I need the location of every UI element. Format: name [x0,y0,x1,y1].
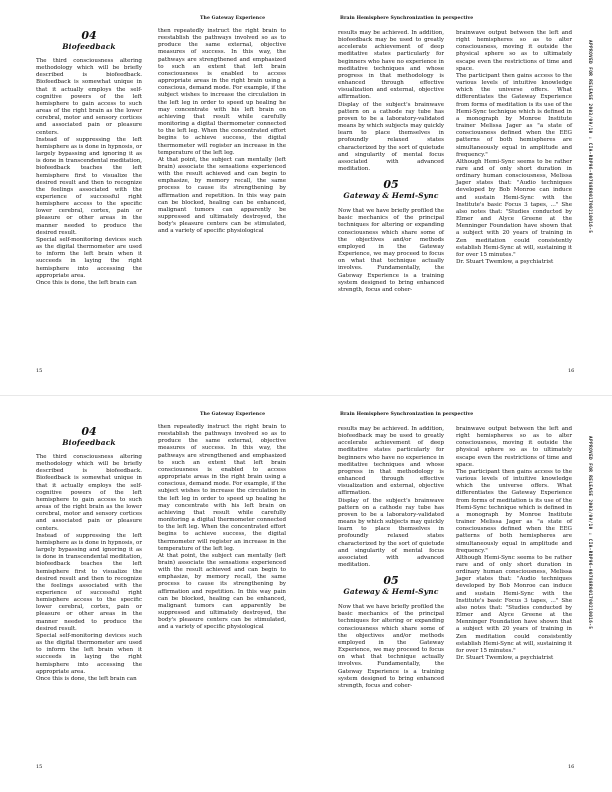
paragraph: brainwave output between the left and right hemispheres so as to alter consciousness, moving it outside the physical sphere so as to ultimately escape even the restrictions of time and space. [456,30,572,72]
paragraph: The third consciousness altering methodology which will be briefly described is biofeedback. Biofeedback is somewhat unique in that it actually employs the self-cognitive powers of the left hemisphere to gain access to such areas of the right brain as the lower cerebral, motor and sensory cortices and associated pain or pleasure centers. [36,454,142,532]
section-heading-04 [36,426,142,447]
paragraph: Now that we have briefly profiled the basic mechanics of the principal techniques for altering or expanding consciousness which share some of the objectives and/or methods employed in the Gateway Experience, we may proceed to focus on what that technique actually involves. Fundamentally, the Gateway Experience is a training system designed to bring enhanced strength, focus and coher- [338,208,444,293]
paragraph: Dr. Stuart Twemlow, a psychiatrist [456,259,554,265]
section-number: 04 [81,29,97,42]
release-stamp [586,436,594,726]
text-column-2 [158,424,286,632]
section-heading-04 [36,30,142,51]
text-column-3 [338,30,444,294]
running-head-left: The Gateway Experience [200,412,266,417]
text-column-4 [456,30,572,266]
page-number-right: 16 [568,368,575,374]
paragraph: then repeatedly instruct the right brain to reestablish the pathways involved so as to produce the same external, objective measures of success. In this way, the pathways are strengthened and emphasized to such an extent that left brain consciousness is enabled to access appropriate areas in the right brain using a conscious, demand mode. For example, if the subject wishes to increase the circulation in the left leg in order to speed up healing he may concentrate with his left brain on achieving that result while carefully monitoring a digital thermometer connected to the left leg. When the concentrated effort begins to achieve success, the digital thermometer will register an increase in the temperature of the left leg. [158,28,286,156]
release-stamp-text: APPROVED FOR RELEASE 2003/09/10 : CIA-RDP96-00788R001700210016-5 [588,436,593,630]
paragraph: The third consciousness altering methodology which will be briefly described is biofeedback. Biofeedback is somewhat unique in that it actually employs the self-cognitive powers of the left hemisphere to gain access to such areas of the right brain as the lower cerebral, motor and sensory cortices and associated pain or pleasure centers. [36,58,142,136]
paragraph: Instead of suppressing the left hemisphere as is done in hypnosis, or largely bypassing and ignoring it as is done in transcendental meditation, biofeedback teaches the left hemisphere first to visualize the desired result and then to recognize the feelings associated with the experience of successful right hemisphere access to the specific lower cerebral, cortex, pain or pleasure or other areas in the manner needed to produce the desired result. [36,136,142,236]
section-title: Biofeedback [62,42,116,51]
section-heading-05 [338,575,444,596]
release-stamp-text: APPROVED FOR RELEASE 2003/09/10 : CIA-RDP96-00788R001700210016-5 [588,40,593,234]
paragraph: results may be achieved. In addition, biofeedback may be used to greatly accelerate achievement of deep meditative states particularly for beginners who have no experience in meditative techniques and whose progress in that methodology is enhanced through effective visualization and external, objective affirmation. [338,426,444,497]
paragraph: Display of the subject's brainwave pattern on a cathode ray tube has proven to be a laboratory-validated means by which subjects may quickly learn to place themselves in profoundly relaxed states characterized by the sort of quietude and singularity of mental focus associated with advanced meditation. [338,101,444,172]
paragraph: Display of the subject's brainwave pattern on a cathode ray tube has proven to be a laboratory-validated means by which subjects may quickly learn to place themselves in profoundly relaxed states characterized by the sort of quietude and singularity of mental focus associated with advanced meditation. [338,497,444,568]
text-column-2 [158,28,286,236]
paragraph: Special self-monitoring devices such as the digital thermometer are used to inform the left brain when it succeeds in laying the right hemisphere into accessing the appropriate area. [36,632,142,675]
section-number: 05 [383,574,399,588]
page-number-left: 15 [36,764,43,770]
running-head-right: Brain Hemisphere Synchronization in perspective [340,16,474,21]
section-title: Gateway & Hemi-Sync [343,587,439,597]
running-head-left: The Gateway Experience [200,16,266,21]
paragraph: At that point, the subject can mentally (left brain) associate the sensations experienced with the result achieved and can begin to emphasize, by memory recall, the same process to cause its strengthening by affirmation and repetition. In this way pain can be blocked, healing can be enhanced, malignant tumors can apparently be suppressed and ultimately destroyed, the body's pleasure centers can be stimulated, and a variety of specific physiological [158,552,286,631]
paragraph: At that point, the subject can mentally (left brain) associate the sensations experienced with the result achieved and can begin to emphasize, by memory recall, the same process to cause its strengthening by affirmation and repetition. In this way pain can be blocked, healing can be enhanced, malignant tumors can apparently be suppressed and ultimately destroyed, the body's pleasure centers can be stimulated, and a variety of specific physiological [158,156,286,235]
paragraph: Although Hemi-Sync seems to be rather rare and of only short duration in ordinary human consciousness, Melissa Jager states that: "Audio techniques developed by Bob Monroe can induce and sustain Hemi-Sync with the Institute's basic Focus 3 tapes, ..." She also notes that: "Studies conducted by Elmer and Alyce Greene at the Menninger Foundation have shown that a subject with 20 years of training in Zen meditation could consistently establish Hemi-Sync at will, sustaining it for over 15 minutes." [456,554,572,654]
section-heading-05 [338,179,444,200]
paragraph: Special self-monitoring devices such as the digital thermometer are used to inform the left brain when it succeeds in laying the right hemisphere into accessing the appropriate area. [36,236,142,279]
text-column-1 [36,454,142,683]
section-number: 05 [383,178,399,192]
page-number-left: 15 [36,368,43,374]
paragraph: Instead of suppressing the left hemisphere as is done in hypnosis, or largely bypassing and ignoring it as is done in transcendental meditation, biofeedback teaches the left hemisphere first to visualize the desired result and then to recognize the feelings associated with the experience of successful right hemisphere access to the specific lower cerebral, cortex, pain or pleasure or other areas in the manner needed to produce the desired result. [36,532,142,632]
page-number-right: 16 [568,764,575,770]
paragraph: Once this is done, the left brain can [36,675,137,682]
release-stamp [586,40,594,330]
paragraph: Once this is done, the left brain can [36,279,137,286]
text-column-3 [338,426,444,690]
page-spread-bottom [0,396,612,792]
text-column-1 [36,58,142,287]
paragraph: The participant then gains access to the various levels of intuitive knowledge which the universe offers. What differentiates the Gateway Experience from forms of meditation is its use of the Hemi-Sync technique which is defined in a monograph by Monroe Institute trainer Melissa Jager as "a state of consciousness defined when the EEG patterns of both hemispheres are simultaneously equal in amplitude and frequency." [456,72,572,158]
paragraph: Dr. Stuart Twemlow, a psychiatrist [456,655,554,661]
section-number: 04 [81,425,97,438]
text-column-4 [456,426,572,662]
paragraph: Now that we have briefly profiled the basic mechanics of the principal techniques for altering or expanding consciousness which share some of the objectives and/or methods employed in the Gateway Experience, we may proceed to focus on what that technique actually involves. Fundamentally, the Gateway Experience is a training system designed to bring enhanced strength, focus and coher- [338,604,444,689]
paragraph: Although Hemi-Sync seems to be rather rare and of only short duration in ordinary human consciousness, Melissa Jager states that: "Audio techniques developed by Bob Monroe can induce and sustain Hemi-Sync with the Institute's basic Focus 3 tapes, ..." She also notes that: "Studies conducted by Elmer and Alyce Greene at the Menninger Foundation have shown that a subject with 20 years of training in Zen meditation could consistently establish Hemi-Sync at will, sustaining it for over 15 minutes." [456,158,572,258]
paragraph: then repeatedly instruct the right brain to reestablish the pathways involved so as to produce the same external, objective measures of success. In this way, the pathways are strengthened and emphasized to such an extent that left brain consciousness is enabled to access appropriate areas in the right brain using a conscious, demand mode. For example, if the subject wishes to increase the circulation in the left leg in order to speed up healing he may concentrate with his left brain on achieving that result while carefully monitoring a digital thermometer connected to the left leg. When the concentrated effort begins to achieve success, the digital thermometer will register an increase in the temperature of the left leg. [158,424,286,552]
paragraph: results may be achieved. In addition, biofeedback may be used to greatly accelerate achievement of deep meditative states particularly for beginners who have no experience in meditative techniques and whose progress in that methodology is enhanced through effective visualization and external, objective affirmation. [338,30,444,101]
paragraph: brainwave output between the left and right hemispheres so as to alter consciousness, moving it outside the physical sphere so as to ultimately escape even the restrictions of time and space. [456,426,572,468]
paragraph: The participant then gains access to the various levels of intuitive knowledge which the universe offers. What differentiates the Gateway Experience from forms of meditation is its use of the Hemi-Sync technique which is defined in a monograph by Monroe Institute trainer Melissa Jager as "a state of consciousness defined when the EEG patterns of both hemispheres are simultaneously equal in amplitude and frequency." [456,468,572,554]
section-title: Gateway & Hemi-Sync [343,191,439,201]
running-head-right: Brain Hemisphere Synchronization in perspective [340,412,474,417]
section-title: Biofeedback [62,438,116,447]
